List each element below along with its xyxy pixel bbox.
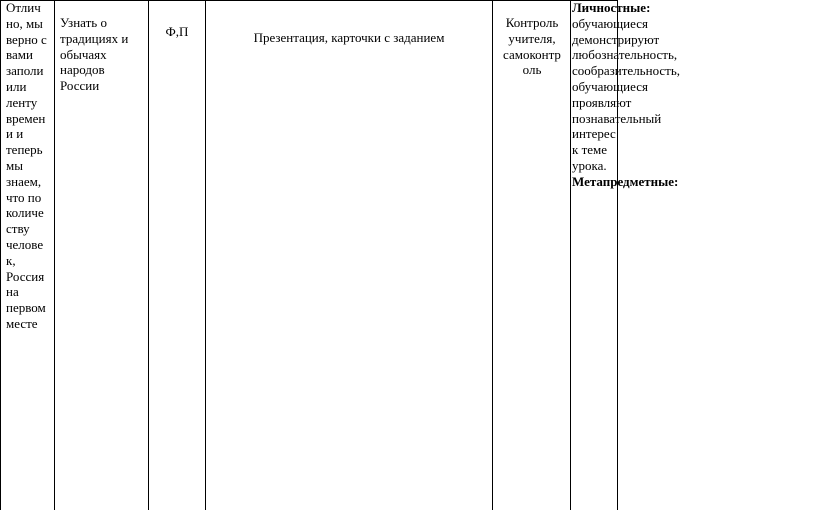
stage-cell [6,0,50,332]
stage-text: Отлич но, мы верно с вами заполи или ленту времен и и теперь мы знаем, что по количе ству челове к, Россия на первом месте [6,0,47,331]
form-cell [152,0,202,40]
goal-text: Узнать о традициях и обычаях народов России [60,15,129,94]
meta-results-heading: Метапредметные: [572,173,679,189]
personal-results-heading: Личностные: [572,0,651,15]
column-divider [148,0,149,510]
goal-cell [60,0,146,94]
results-cell [572,0,681,190]
resources-cell [208,0,490,46]
control-cell [496,0,568,78]
column-divider [492,0,493,510]
column-divider [205,0,206,510]
personal-results-text: обучающиеся демонстрируют любознательность, сообразительность, обучающиеся проявляют познавательный интерес к теме урока. [572,15,681,173]
resources-text: Презентация, карточки с заданием [253,30,445,45]
control-text: Контроль учителя, самоконтр оль [503,15,561,78]
column-divider [54,0,55,510]
column-divider [0,0,1,510]
form-text: Ф,П [165,24,189,39]
column-divider [570,0,571,510]
